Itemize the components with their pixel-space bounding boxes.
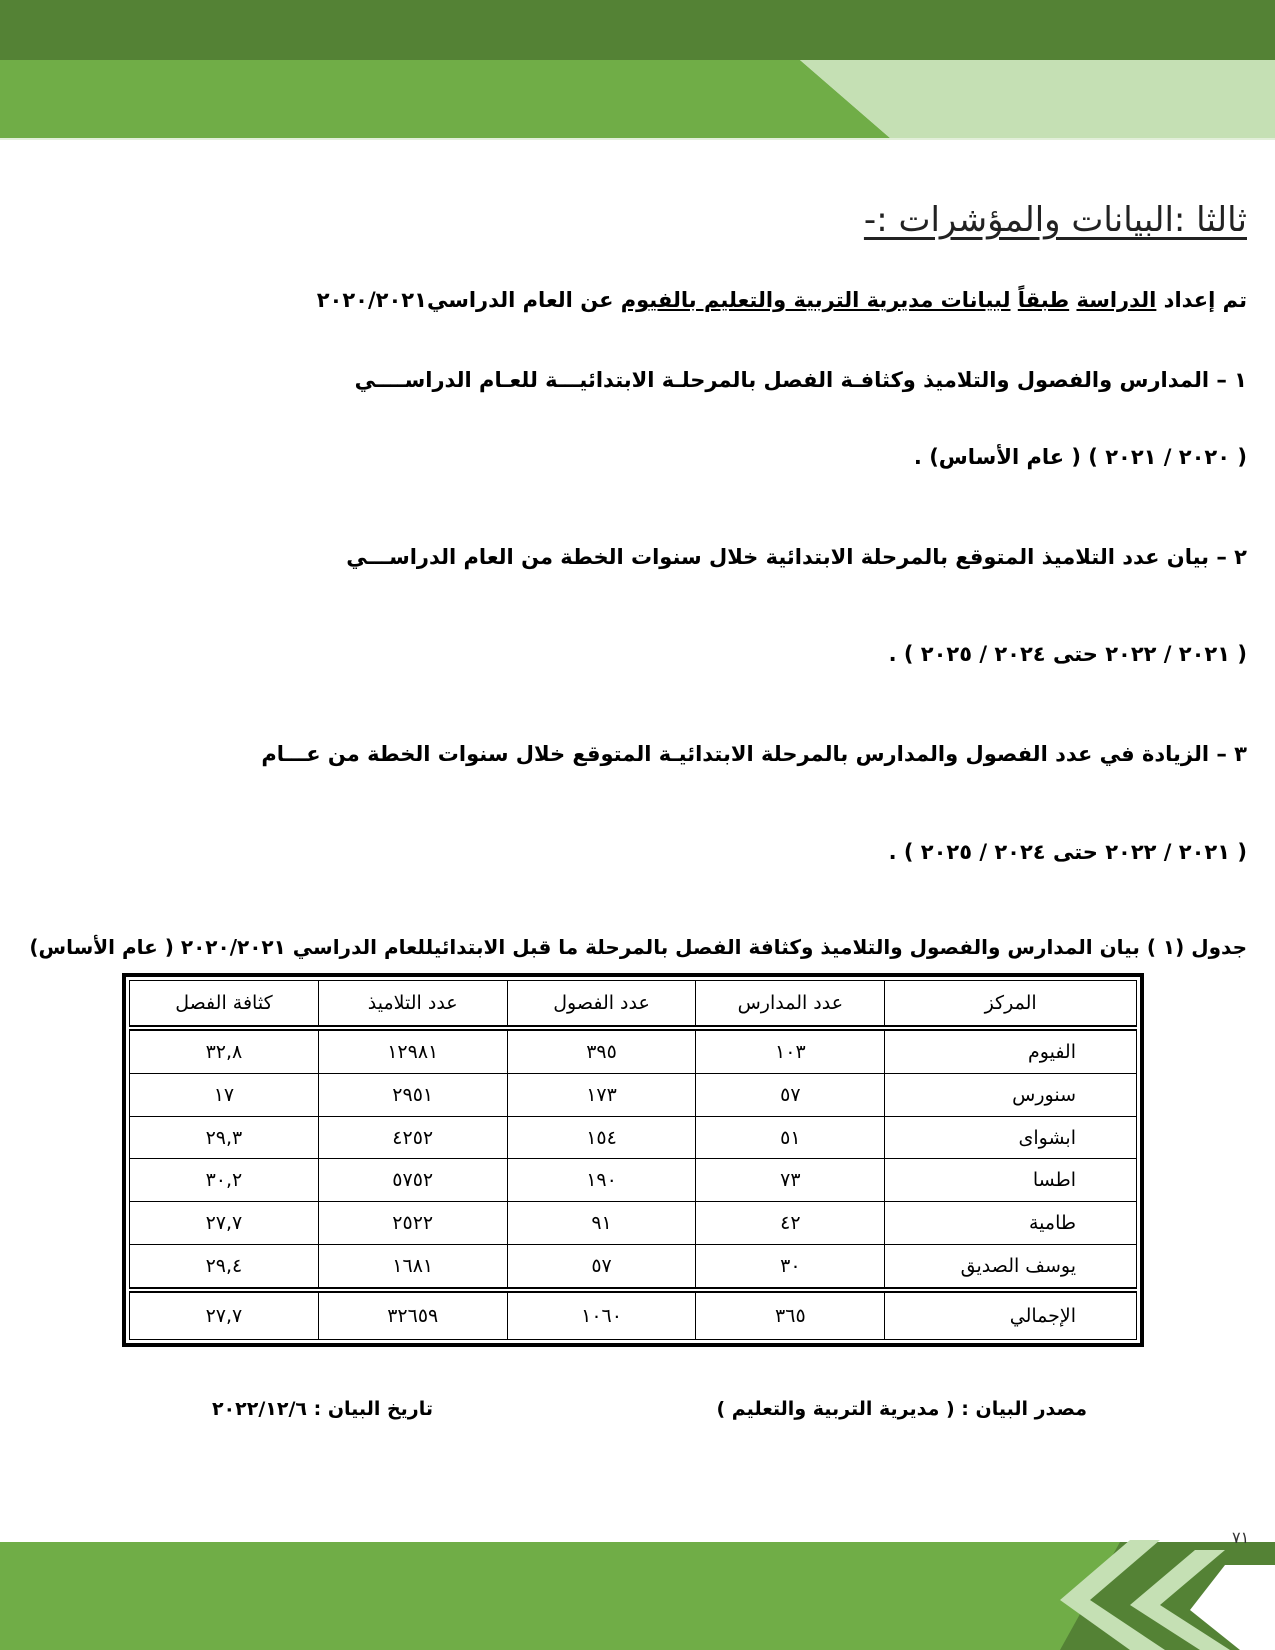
table-row (130, 1245, 1137, 1290)
cell-classes: ١٩٠ (507, 1159, 696, 1202)
header-center: المركز (885, 981, 1137, 1029)
cell-students: ٤٢٥٢ (318, 1116, 507, 1159)
cell-classes: ١٥٤ (507, 1116, 696, 1159)
table-row (130, 1116, 1137, 1159)
cell-schools: ١٠٣ (696, 1028, 885, 1073)
cell-center: يوسف الصديق (885, 1245, 1137, 1290)
cell-density: ١٧ (130, 1073, 319, 1116)
item-2-line-1: ٢ – بيان عدد التلاميذ المتوقع بالمرحلة الابتدائية خلال سنوات الخطة من العام الدراســـي (346, 545, 1247, 569)
page-number: ٧١ (1232, 1528, 1250, 1547)
total-schools: ٣٦٥ (696, 1290, 885, 1340)
schools-table (129, 980, 1137, 1340)
cell-density: ٣٢,٨ (130, 1028, 319, 1073)
cell-students: ٢٩٥١ (318, 1073, 507, 1116)
table-row (130, 1028, 1137, 1073)
source-note: مصدر البيان : ( مديرية التربية والتعليم ) (716, 1398, 1087, 1420)
header-students: عدد التلاميذ (318, 981, 507, 1029)
total-students: ٣٢٦٥٩ (318, 1290, 507, 1340)
table-caption: جدول (١ ) بيان المدارس والفصول والتلاميذ وكثافة الفصل بالمرحلة ما قبل الابتدائيللعام الدراسي ٢٠٢٠/٢٠٢١ ( عام الأساس) (29, 935, 1247, 959)
intro-source: لبيانات مديرية التربية والتعليم بالفيوم (620, 288, 1011, 312)
cell-classes: ٥٧ (507, 1245, 696, 1290)
item-3-line-1: ٣ – الزيادة في عدد الفصول والمدارس بالمرحلة الابتدائيـة المتوقع خلال سنوات الخطة من عـــام (261, 742, 1247, 766)
intro-according: طبقاً (1017, 288, 1070, 312)
header-schools: عدد المدارس (696, 981, 885, 1029)
cell-schools: ٣٠ (696, 1245, 885, 1290)
cell-students: ٥٧٥٢ (318, 1159, 507, 1202)
item-2-line-2: ( ٢٠٢١ / ٢٠٢٢ حتى ٢٠٢٤ / ٢٠٢٥ ) . (888, 642, 1247, 666)
date-note: تاريخ البيان : ٢٠٢٢/١٢/٦ (211, 1398, 433, 1420)
cell-classes: ٣٩٥ (507, 1028, 696, 1073)
data-table-frame (122, 973, 1144, 1347)
cell-center: الفيوم (885, 1028, 1137, 1073)
item-3-line-2: ( ٢٠٢١ / ٢٠٢٢ حتى ٢٠٢٤ / ٢٠٢٥ ) . (888, 840, 1247, 864)
cell-schools: ٤٢ (696, 1202, 885, 1245)
table-row (130, 1202, 1137, 1245)
cell-schools: ٥٧ (696, 1073, 885, 1116)
cell-density: ٣٠,٢ (130, 1159, 319, 1202)
cell-center: اطسا (885, 1159, 1137, 1202)
table-row (130, 1159, 1137, 1202)
intro-paragraph (317, 288, 1247, 312)
intro-prefix: تم إعداد (1163, 288, 1247, 312)
footer-banner (0, 1530, 1275, 1650)
item-1-line-2: ( ٢٠٢٠ / ٢٠٢١ ) ( عام الأساس) . (913, 445, 1247, 469)
cell-students: ١٢٩٨١ (318, 1028, 507, 1073)
cell-center: ابشواى (885, 1116, 1137, 1159)
cell-center: طامية (885, 1202, 1137, 1245)
intro-suffix: عن العام الدراسي٢٠٢٠/٢٠٢١ (316, 288, 614, 312)
total-density: ٢٧,٧ (130, 1290, 319, 1340)
cell-schools: ٧٣ (696, 1159, 885, 1202)
cell-students: ٢٥٢٢ (318, 1202, 507, 1245)
cell-density: ٢٩,٤ (130, 1245, 319, 1290)
total-label: الإجمالي (885, 1290, 1137, 1340)
cell-density: ٢٧,٧ (130, 1202, 319, 1245)
header-density: كثافة الفصل (130, 981, 319, 1029)
table-header-row (130, 981, 1137, 1029)
header-classes: عدد الفصول (507, 981, 696, 1029)
table-row (130, 1073, 1137, 1116)
cell-density: ٢٩,٣ (130, 1116, 319, 1159)
section-title: ثالثا :البيانات والمؤشرات :- (863, 200, 1247, 240)
cell-students: ١٦٨١ (318, 1245, 507, 1290)
total-classes: ١٠٦٠ (507, 1290, 696, 1340)
item-1-line-1: ١ – المدارس والفصول والتلاميذ وكثافـة الفصل بالمرحلـة الابتدائيـــة للعـام الدراســــي (354, 368, 1247, 392)
intro-study: الدراسة (1076, 288, 1157, 312)
cell-classes: ٩١ (507, 1202, 696, 1245)
cell-classes: ١٧٣ (507, 1073, 696, 1116)
table-total-row (130, 1290, 1137, 1340)
header-banner (0, 0, 1275, 140)
cell-center: سنورس (885, 1073, 1137, 1116)
cell-schools: ٥١ (696, 1116, 885, 1159)
